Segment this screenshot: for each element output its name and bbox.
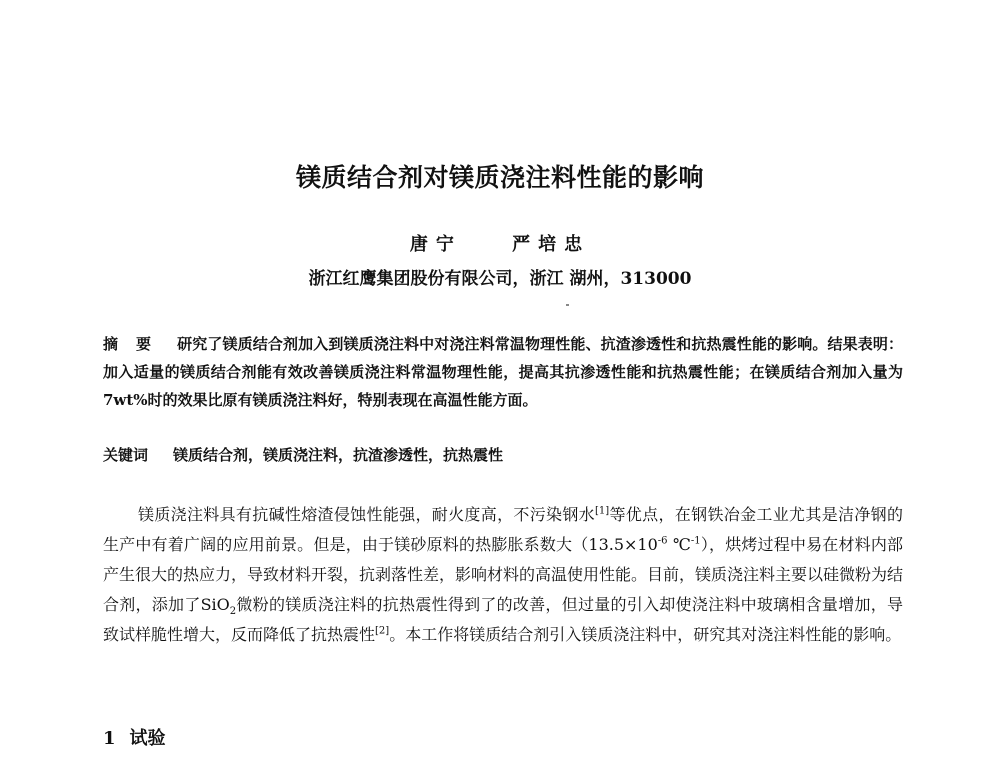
intro-text: 微粉的镁质浇注料的抗热震性得到了的改善，但过量的引入却使浇注料中玻璃相含量增加，导致试样脆性增大，反而降低了抗热震性 — [103, 595, 903, 644]
intro-text: ），烘烤过程中易在材料内部产生很大的热应力，导致材料开裂，抗剥落性差，影响材料的高温使用性能。目前，镁质浇注料主要以硅微粉为结合剂，添加了SiO — [103, 535, 904, 614]
section-heading — [103, 724, 166, 750]
author-list — [0, 230, 1000, 256]
citation: [2] — [375, 625, 390, 637]
intro-text: 等优点，在钢铁冶金工业尤其是洁净钢的生产中有着广阔的应用前景。但是，由于镁砂原料的热膨胀系数大（13.5×10 — [103, 505, 903, 554]
author-name: 唐宁 — [409, 234, 462, 255]
section-title: 试验 — [129, 728, 166, 749]
keywords-label: 关键词 — [103, 446, 149, 464]
exponent: -1 — [690, 535, 701, 547]
author-name: 严培忠 — [512, 234, 591, 255]
affiliation: 浙江红鹰集团股份有限公司，浙江 湖州，313000 — [308, 269, 692, 289]
keywords-text: 镁质结合剂，镁质浇注料，抗渣渗透性，抗热震性 — [173, 446, 504, 464]
abstract-text: 研究了镁质结合剂加入到镁质浇注料中对浇注料常温物理性能、抗渣渗透性和抗热震性能的影响。结果表明：加入适量的镁质结合剂能有效改善镁质浇注料常温物理性能，提高其抗渗透性能和抗热震性能；在镁质结合剂加入量为7wt%时的效果比原有镁质浇注料好，特别表现在高温性能方面。 — [103, 335, 903, 409]
intro-text: ℃ — [667, 535, 691, 554]
abstract-label: 摘要 — [103, 335, 170, 353]
abstract — [103, 330, 903, 414]
subscript: 2 — [229, 606, 237, 618]
intro-text: 镁质浇注料具有抗碱性熔渣侵蚀性能强，耐火度高，不污染钢水 — [138, 505, 596, 524]
exponent: -6 — [657, 535, 668, 547]
keywords — [103, 441, 903, 469]
citation: [1] — [595, 505, 610, 517]
section-number: 1 — [103, 728, 116, 749]
intro-text: 。本工作将镁质结合剂引入镁质浇注料中，研究其对浇注料性能的影响。 — [389, 625, 902, 644]
intro-paragraph — [103, 500, 903, 650]
scan-dot — [566, 304, 569, 306]
paper-title: 镁质结合剂对镁质浇注料性能的影响 — [295, 163, 704, 192]
